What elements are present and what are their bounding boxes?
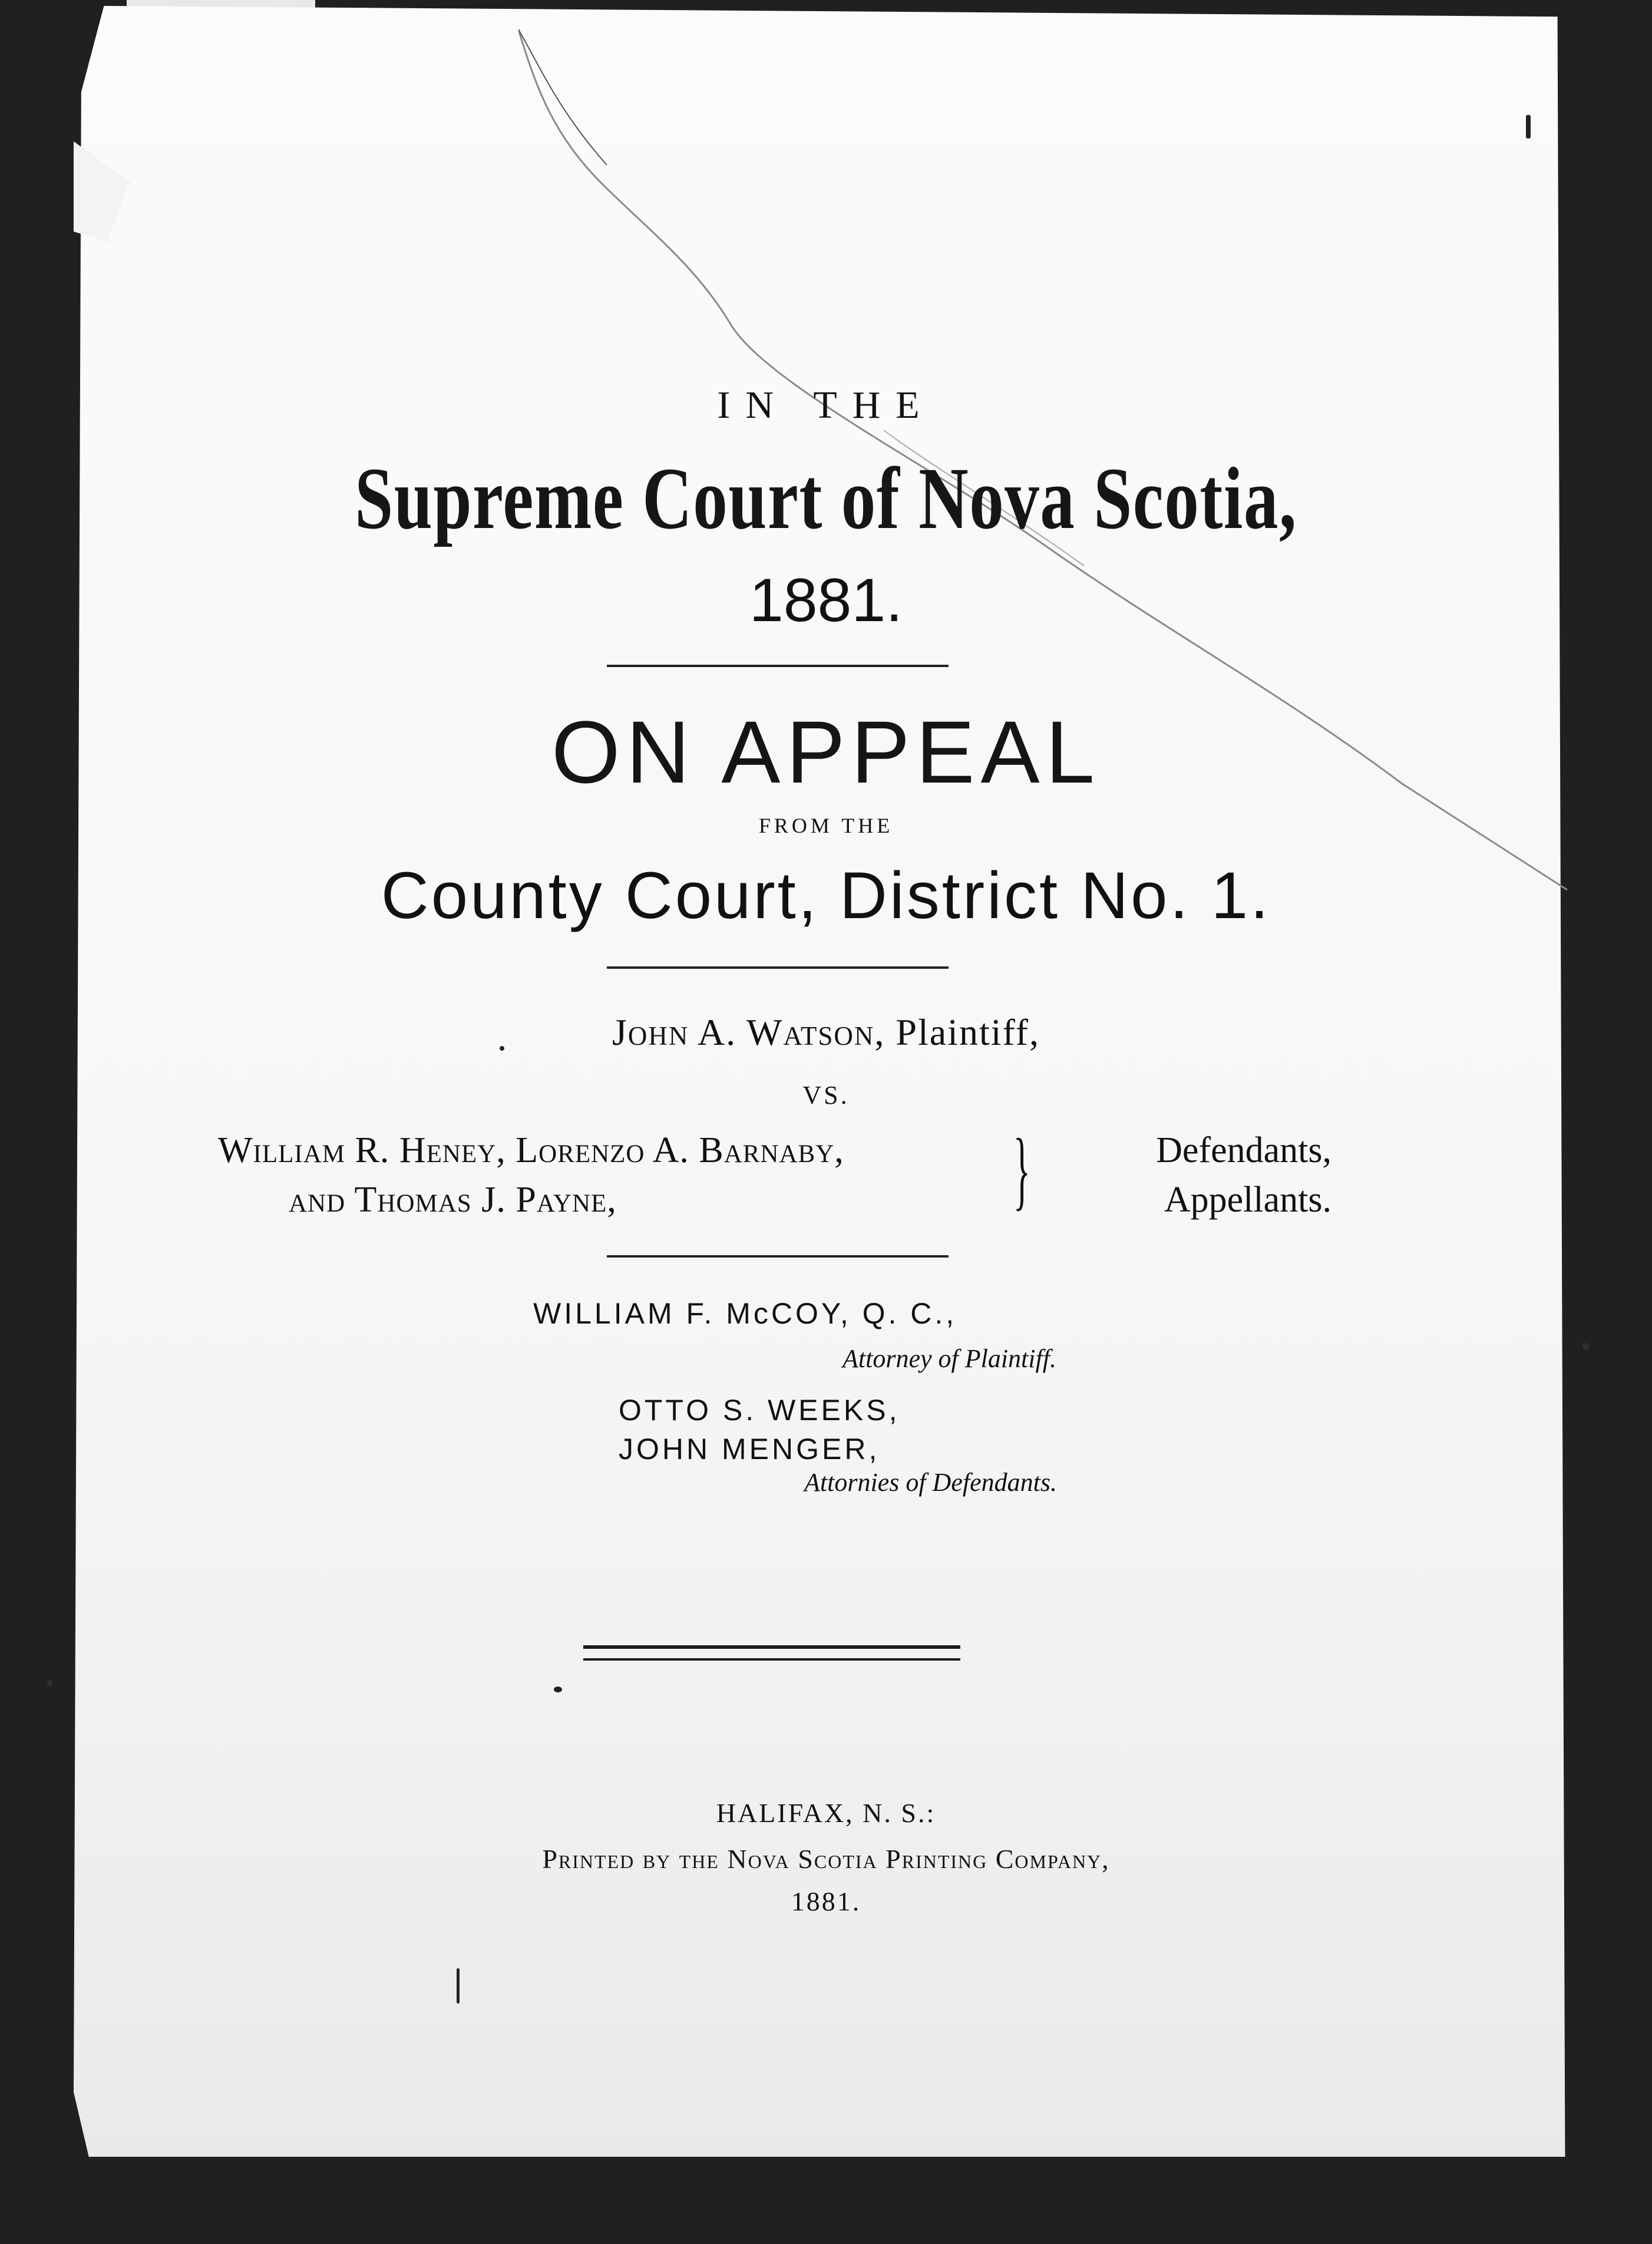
imprint-place: HALIFAX, N. S.: — [716, 1798, 936, 1828]
in-the-heading: IN THE — [717, 384, 935, 427]
court-title: Supreme Court of Nova Scotia, — [355, 450, 1297, 547]
defendant-attorneys — [619, 1391, 900, 1468]
defendants-line-1: William R. Heney, Lorenzo A. Barnaby, — [218, 1130, 844, 1170]
double-divider — [583, 1645, 960, 1661]
appeal-title: ON APPEAL — [551, 702, 1101, 801]
ink-speck — [1526, 115, 1531, 138]
defendant-roles — [1049, 1126, 1331, 1225]
court-year: 1881. — [749, 566, 903, 635]
defendant-attorney-2: JOHN MENGER, — [619, 1433, 880, 1466]
imprint-printer: Printed by the Nova Scotia Printing Company, — [542, 1844, 1110, 1874]
defendant-attorneys-role: Attornies of Defendants. — [804, 1468, 1057, 1497]
ink-speck — [554, 1687, 562, 1692]
defendants-block — [218, 1121, 1337, 1226]
defendants-line-2: and Thomas J. Payne, — [289, 1180, 617, 1220]
from-the-label: FROM THE — [758, 814, 894, 837]
divider-1 — [607, 665, 949, 667]
ink-speck — [500, 1046, 504, 1051]
defendants-role-2: Appellants. — [1164, 1180, 1331, 1220]
ink-speck — [457, 1968, 460, 2004]
plaintiff-line — [0, 1011, 1652, 1054]
imprint-year: 1881. — [791, 1886, 861, 1916]
plaintiff-attorney: WILLIAM F. McCOY, Q. C., — [533, 1297, 957, 1330]
versus-label: VS. — [802, 1081, 850, 1110]
plaintiff-name: John A. Watson, — [612, 1011, 886, 1053]
divider-3 — [607, 1255, 949, 1258]
plaintiff-role: Plaintiff, — [896, 1011, 1040, 1053]
divider-2 — [607, 966, 949, 969]
brace-icon: } — [1013, 1121, 1030, 1219]
plaintiff-attorney-role: Attorney of Plaintiff. — [842, 1344, 1056, 1373]
defendant-names — [218, 1126, 844, 1225]
lower-court-title: County Court, District No. 1. — [381, 859, 1271, 932]
defendant-attorney-1: OTTO S. WEEKS, — [619, 1394, 900, 1427]
defendants-role-1: Defendants, — [1156, 1130, 1331, 1170]
